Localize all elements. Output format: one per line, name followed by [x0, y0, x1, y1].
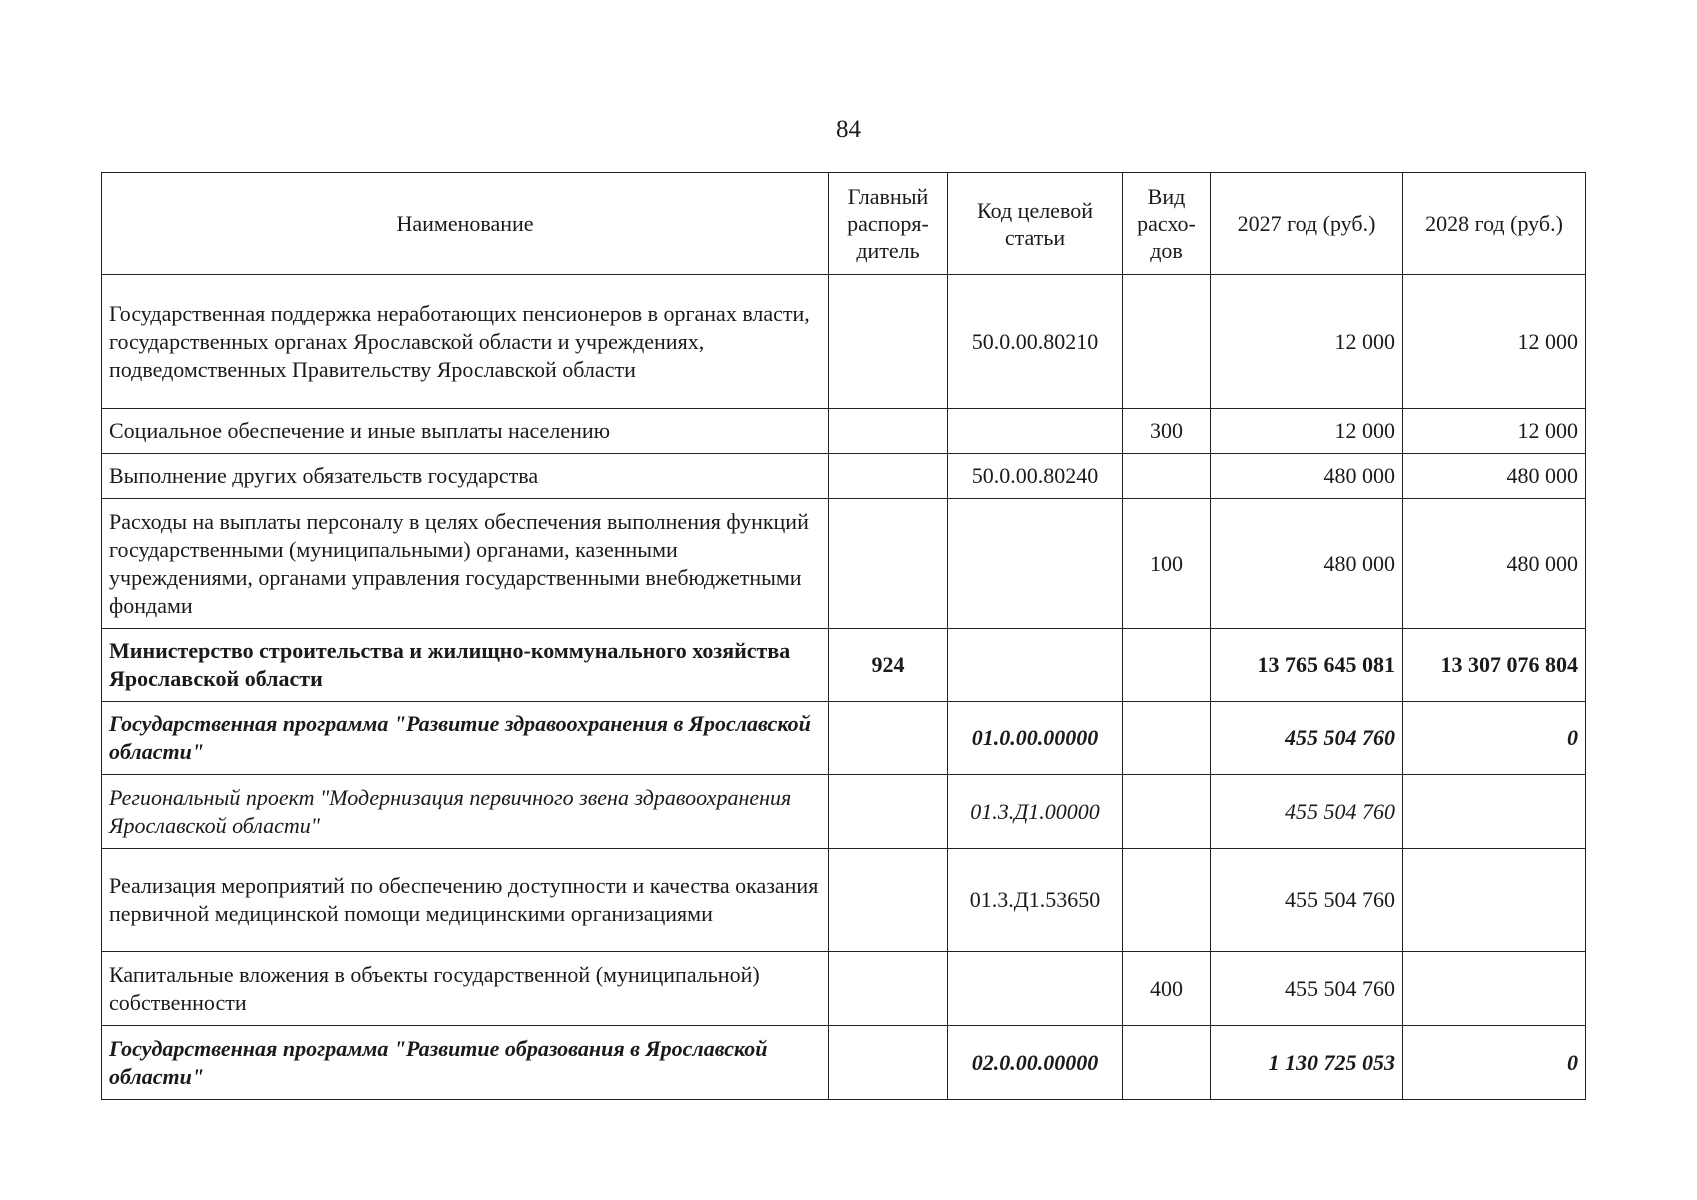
cell-name: Капитальные вложения в объекты государственной (муниципальной) собственности: [102, 952, 829, 1026]
cell-manager: [829, 1026, 948, 1100]
cell-type: [1123, 1026, 1211, 1100]
table-header-row: [102, 173, 1586, 275]
cell-code: 01.3.Д1.53650: [948, 849, 1123, 952]
cell-name: Государственная программа "Развитие здравоохранения в Ярославской области": [102, 702, 829, 775]
header-code: Код целевой статьи: [948, 173, 1123, 275]
cell-type: 300: [1123, 409, 1211, 454]
cell-2028: 0: [1403, 1026, 1586, 1100]
cell-code: [948, 409, 1123, 454]
cell-code: 02.0.00.00000: [948, 1026, 1123, 1100]
cell-code: 50.0.00.80210: [948, 275, 1123, 409]
cell-code: [948, 629, 1123, 702]
cell-2028: [1403, 849, 1586, 952]
cell-2027: 13 765 645 081: [1211, 629, 1403, 702]
cell-2027: 455 504 760: [1211, 849, 1403, 952]
cell-2027: 12 000: [1211, 275, 1403, 409]
header-type: Вид расхо-дов: [1123, 173, 1211, 275]
cell-code: 50.0.00.80240: [948, 454, 1123, 499]
cell-manager: [829, 775, 948, 849]
cell-2027: 12 000: [1211, 409, 1403, 454]
table-row: [102, 275, 1586, 409]
cell-code: [948, 499, 1123, 629]
table-row: [102, 849, 1586, 952]
table-row: [102, 454, 1586, 499]
cell-manager: [829, 275, 948, 409]
cell-2027: 455 504 760: [1211, 775, 1403, 849]
cell-type: 100: [1123, 499, 1211, 629]
cell-2028: [1403, 775, 1586, 849]
table-row: [102, 775, 1586, 849]
cell-name: Министерство строительства и жилищно-коммунального хозяйства Ярославской области: [102, 629, 829, 702]
cell-name: Расходы на выплаты персоналу в целях обеспечения выполнения функций государственными (муниципальными) органами, казенными учреждениями, органами управления государственными внебюджетными фондами: [102, 499, 829, 629]
cell-type: [1123, 775, 1211, 849]
cell-name: Социальное обеспечение и иные выплаты населению: [102, 409, 829, 454]
table-row: [102, 499, 1586, 629]
cell-name: Выполнение других обязательств государства: [102, 454, 829, 499]
cell-code: 01.0.00.00000: [948, 702, 1123, 775]
cell-2028: 12 000: [1403, 409, 1586, 454]
cell-2027: 455 504 760: [1211, 952, 1403, 1026]
cell-name: Государственная программа "Развитие образования в Ярославской области": [102, 1026, 829, 1100]
budget-table: [101, 172, 1586, 1100]
table-row: [102, 1026, 1586, 1100]
header-2028: 2028 год (руб.): [1403, 173, 1586, 275]
cell-manager: [829, 409, 948, 454]
cell-type: [1123, 275, 1211, 409]
cell-manager: [829, 454, 948, 499]
cell-name: Региональный проект "Модернизация первичного звена здравоохранения Ярославской области": [102, 775, 829, 849]
cell-2027: 480 000: [1211, 454, 1403, 499]
cell-type: [1123, 849, 1211, 952]
table-row: [102, 952, 1586, 1026]
table-row: [102, 702, 1586, 775]
table-row: [102, 409, 1586, 454]
cell-2028: 480 000: [1403, 454, 1586, 499]
cell-manager: 924: [829, 629, 948, 702]
cell-name: Государственная поддержка неработающих пенсионеров в органах власти, государственных органах Ярославской области и учреждениях, подведомственных Правительству Ярославской области: [102, 275, 829, 409]
cell-2027: 455 504 760: [1211, 702, 1403, 775]
cell-2028: 0: [1403, 702, 1586, 775]
cell-2027: 480 000: [1211, 499, 1403, 629]
cell-2028: 480 000: [1403, 499, 1586, 629]
cell-type: [1123, 702, 1211, 775]
page-number: 84: [836, 116, 861, 143]
cell-manager: [829, 952, 948, 1026]
table-row: [102, 629, 1586, 702]
cell-type: [1123, 629, 1211, 702]
header-name: Наименование: [102, 173, 829, 275]
cell-type: 400: [1123, 952, 1211, 1026]
header-2027: 2027 год (руб.): [1211, 173, 1403, 275]
cell-2028: [1403, 952, 1586, 1026]
cell-2028: 13 307 076 804: [1403, 629, 1586, 702]
cell-code: 01.3.Д1.00000: [948, 775, 1123, 849]
cell-manager: [829, 702, 948, 775]
cell-2028: 12 000: [1403, 275, 1586, 409]
cell-manager: [829, 849, 948, 952]
cell-2027: 1 130 725 053: [1211, 1026, 1403, 1100]
cell-type: [1123, 454, 1211, 499]
cell-code: [948, 952, 1123, 1026]
cell-manager: [829, 499, 948, 629]
header-manager: Главный распоря-дитель: [829, 173, 948, 275]
cell-name: Реализация мероприятий по обеспечению доступности и качества оказания первичной медицинской помощи медицинскими организациями: [102, 849, 829, 952]
